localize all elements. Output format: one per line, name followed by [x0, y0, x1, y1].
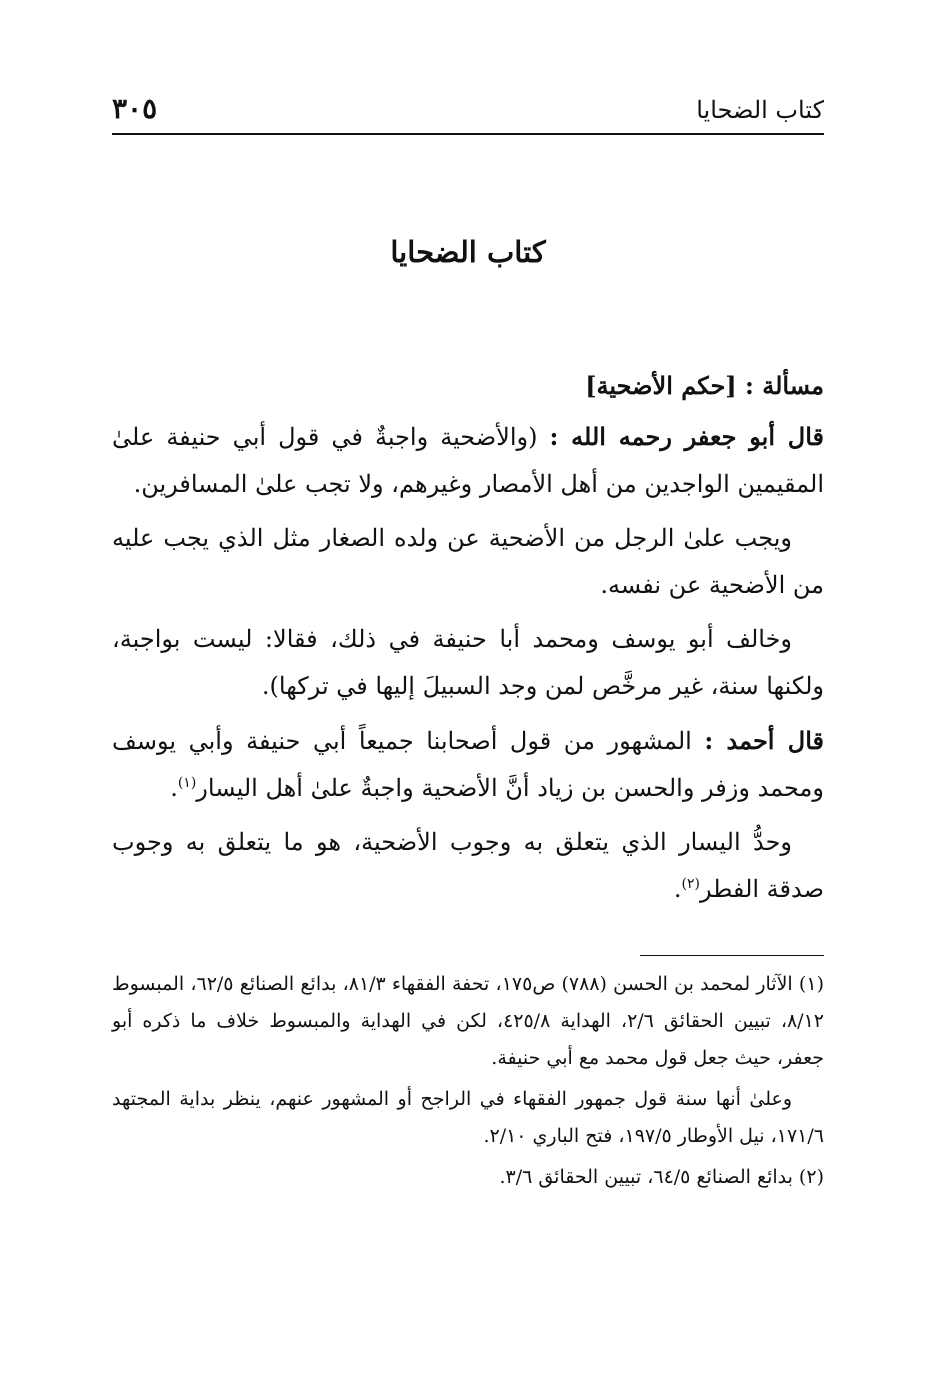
issue-title: [حكم الأضحية]	[585, 371, 737, 400]
paragraph-lead: قال أبو جعفر رحمه الله :	[549, 422, 824, 451]
header-rule	[112, 133, 824, 135]
paragraph-end: .	[673, 875, 682, 903]
paragraph	[112, 413, 824, 508]
footnote-separator	[640, 955, 824, 956]
paragraph-text: وحدُّ اليسار الذي يتعلق به وجوب الأضحية، هو ما يتعلق به وجوب صدقة الفطر	[112, 828, 824, 903]
paragraph	[112, 717, 824, 812]
issue-prefix: مسألة :	[745, 371, 824, 400]
footnote-2: (٢) بدائع الصنائع ٦٤/٥، تبيين الحقائق ٣/٦.	[499, 1166, 824, 1188]
paragraph-lead: قال أحمد :	[704, 726, 824, 755]
paragraph-text: ويجب علىٰ الرجل من الأضحية عن ولده الصغار مثل الذي يجب عليه من الأضحية عن نفسه.	[112, 524, 824, 599]
paragraph	[112, 616, 824, 710]
footnotes	[112, 966, 824, 1200]
paragraph-text: وخالف أبو يوسف ومحمد أبا حنيفة في ذلك، فقالا: ليست بواجبة، ولكنها سنة، غير مرخَّص لمن وجد السبيلَ إليها في تركها).	[112, 625, 824, 700]
chapter-title: كتاب الضحايا	[390, 235, 546, 269]
paragraph-text: المشهور من قول أصحابنا جميعاً أبي حنيفة وأبي يوسف ومحمد وزفر والحسن بن زياد أنَّ الأضحية واجبةٌ علىٰ أهل اليسار	[112, 727, 824, 802]
issue-heading	[112, 362, 824, 409]
page-number: ٣٠٥	[112, 92, 158, 125]
paragraph-end: .	[170, 774, 178, 802]
running-header	[112, 92, 824, 132]
footnote-ref-1[interactable]: (١)	[177, 775, 197, 791]
paragraph	[112, 515, 824, 609]
running-title: كتاب الضحايا	[696, 96, 824, 124]
footnote-ref-2[interactable]: (٢)	[681, 876, 700, 892]
footnote-1: (١) الآثار لمحمد بن الحسن (٧٨٨) ص١٧٥، تحفة الفقهاء ٨١/٣، بدائع الصنائع ٦٢/٥، المبسوط ٨/١٢، تبيين الحقائق ٢/٦، الهداية ٤٢٥/٨، لكن في الهداية والمبسوط خلاف ما ذكره أبو جعفر، حيث جعل قول محمد مع أبي حنيفة.	[112, 973, 824, 1069]
main-text	[112, 362, 824, 920]
paragraph-text: (والأضحية واجبةٌ في قول أبي حنيفة علىٰ المقيمين الواجدين من أهل الأمصار وغيرهم، ولا تجب علىٰ المسافرين.	[112, 423, 824, 498]
paragraph	[112, 819, 824, 913]
footnote-1-continuation: وعلىٰ أنها سنة قول جمهور الفقهاء في الراجح أو المشهور عنهم، ينظر بداية المجتهد ١٧١/٦، نيل الأوطار ١٩٧/٥، فتح الباري ٢/١٠.	[112, 1088, 824, 1147]
